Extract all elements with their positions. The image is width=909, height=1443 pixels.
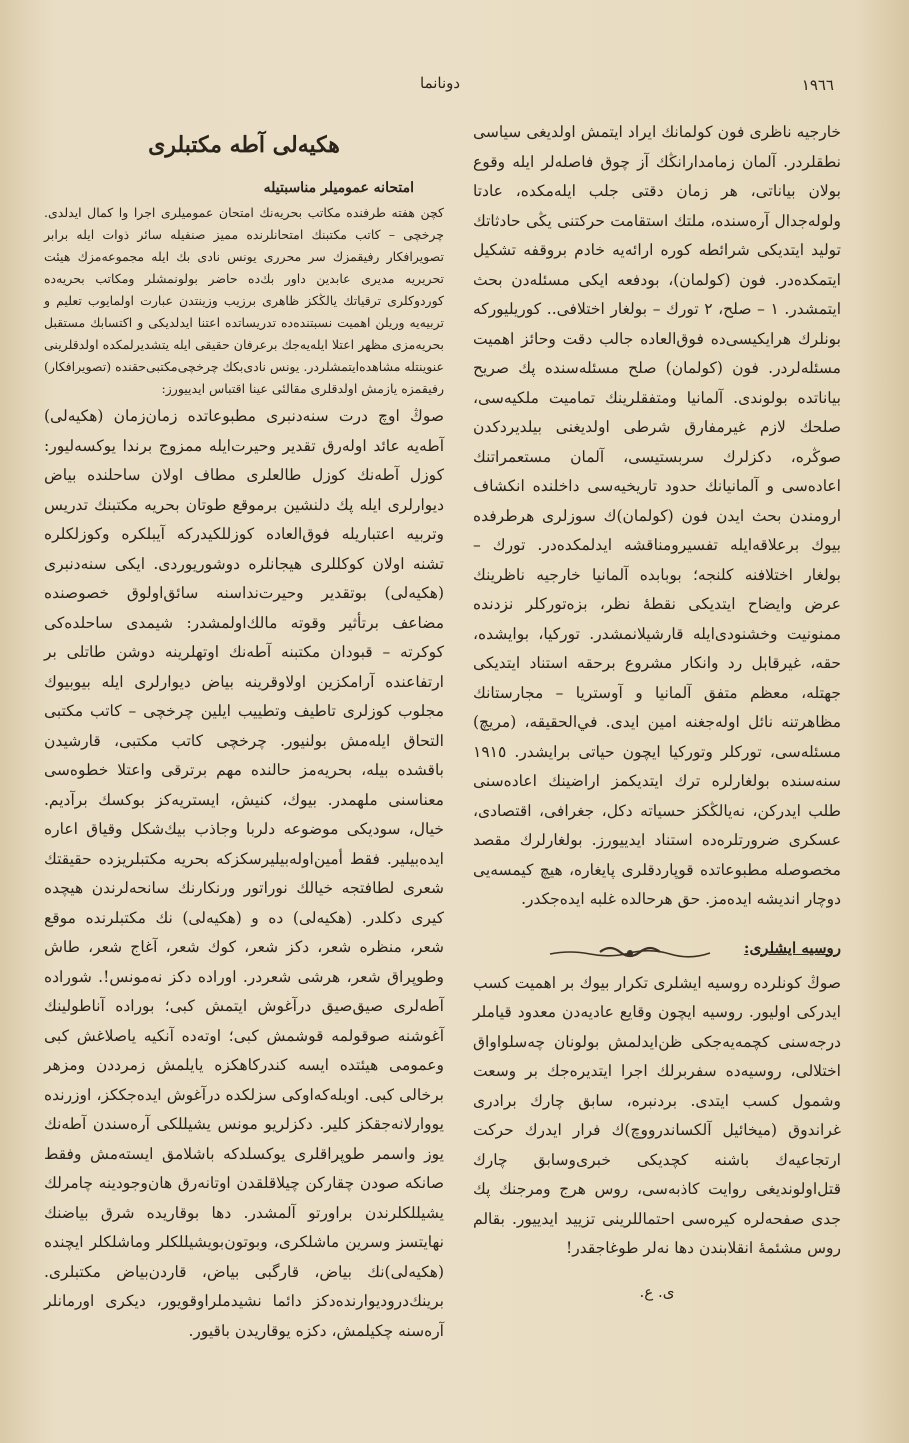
- ornament-divider: [530, 938, 730, 968]
- section-heading-russia: روسیه ایشلری:: [743, 938, 841, 957]
- page-number: ١٩٦٦: [801, 76, 834, 94]
- article-body: صوڭ اوچ درت سنه‌دنبری مطبوعاتده زمان‌زمان (هكیه‌لی) آطه‌یه عائد اوله‌رق تقدیر وحیرت‌ایله ممزوج برندا یوكسه‌لیور: كوزل آطه‌نك كوزل طالعلری مطاف اولان ساحلنده بیاض دیوارلری ایله پك دلنشین برموقع طوتان بحریه مكتبنك تدریس وتربیه اعتباریله فوق‌العاده كوزللكیدركه آیبلكره وكوزلكلره تشنه اولان كوكللری هیجانلره دوشوریوردی. ایكی سنه‌دنبری (هكیه‌لی) بوتقدیر وحیرت‌نداسنه سائق‌اولوق خصوصنده مضاعف برتأثیر وقوته مالك‌اولمشدر: شیمدی ساحلده‌كی كوكرته – قبودان مكتبنه آطه‌نك اوتهلرینه دوشن طاتلی بر ارتفاعنده آرامكزین اولاوقرینه بیاض دیوارلری ایله بیوبیوك مجلوب كوزلری تاطیف وتطییب ایلین چرخچی – كاتب مكتبی التحاق ایله‌مش بولنیور. چرخچی كاتب مكتبی، قارشیدن باقشده بیله، بحریه‌مز حالنده مهم برترقی واعتلا خطوه‌سی معناسنی ملهمدر. بیوك، كنیش، ایستریه‌كز بوكسك برآدیم. خیال، سودیكی موضوعه دلربا وجاذب بیك‌شكل وقیاق اعاره ایده‌بیلیر. فقط أمین‌اوله‌بیلیرسكزكه بحریه مكتبلریزده حقیقتك شعری لطافتجه خیالك نوراتور ورنكارنك سانحه‌لرندن هیچده كیری دكلدر. (هكیه‌لی) ده و (هكیه‌لی) نك مكتبلرنده موقع شعر، منظره شعر، دكز شعر، كوك شعر، آغاج شعر، طاش وطوپراق شعر، هرشی شعردر. اوراده دكز نه‌مونس!. شوراده آطه‌لری صیق‌صیق درآغوش ایتمش كبی؛ بوراده آناطولینك آغوشنه صوقولمه قوشمش كبی؛ اوتەدە آنكیه یاصلاغش كبی وعمومی هیئتده ایسه كندركاهكزه یایلمش زمرددن ومزهر برخالی كبی. اوبله‌كه‌اوكی سزلكده درآغوش ایده‌جككز، اوزرنده یووارلانه‌جقكز كلیر. دكزلریو مونس یشیللكی آره‌سندن آطه‌نك یوز واسمر طوپراقلری یوكسلدكه باشلامق ایسته‌مش وفقط صانكه صودن چقاركن چیلاقلقدن اوتانه‌رق هان‌وجودینه چامرلك یشیللكلرندن براورتو آلمشدر. دها بوقاریده شرق بیاضنك نهایتسز وسرین ماشلكری، وبوتون‌بویشیللكلر وماشلكلر ایچنده (هكیه‌لی)نك بیاض، قارگبی بیاض، قاردن‌بیاض مكتبلری. برینك‌درودیوارنده‌دكز دائما نشیدملراوقویور، دیكری اورمانلر آره‌سنه چكیلمش، دكزه یوقاریدن باقیور.: [44, 407, 444, 1340]
- article-intro: كچن هفته طرفنده مكاتب بحریه‌نك امتحان عمومیلری اجرا وا كمال ایدلدی. چرخچی – كاتب مكتبنك امتحانلرنده ممیز صنفیله سائر ذوات ایله برابر تصویرافكار رفیقمزك سر محرری یونس نادی بك ایله مجموعه‌مزك هیئت تحریریه مدیری عابدین داور بك‌ده حاضر بولونمشلر ومكاتب بحریه‌ده كوردوكلری ترقیاتك یالڭكز ظاهری برزیب وزینتدن عبارت اولمایوب تعلیم و تربیه‌یه وریلن اهمیت نسبتنده‌ده تدریساتده اعتنا ایدلدیكی و اكتسابك مستقبل بحریه‌مزی مظهر اعتلا ایله‌یه‌جك برعرفان حقیقی ایله یتشدیرلمكده اولدقلرینی عنوینتله مشاهده‌ایتمشلردر. یونس نادی‌بكك چرخچی‌مكتبی‌حقنده (تصویرافكار) رفیقمزه یازمش اولدقلری مقالئی عینا اقتباس ایدییورز:: [44, 205, 444, 396]
- page-header: [0, 70, 909, 100]
- running-title: دونانما: [420, 74, 461, 92]
- politics-paragraph: خارجیه ناظری فون کولمانك ایراد ایتمش اولدیغی سیاسی نطقلردر. آلمان زمامدارانڭك آز چوق فاصله‌لر ایله وقوع بولان بیاناتی، هر زمان دقتی جلب ایله‌مكده، عادتا ولوله‌جدال آره‌سنده، ملتك استقامت حركتنی یڭی حادثاتك تولید ایتدیكی شرائطه كوره ارائه‌یه خادم بروقفه تشكیل ایتمكده‌در. فون (كولمان)، بودفعه ایكی مسئله‌دن بحث ایتمشدر. ١ – صلح، ٢ تورك – بولغار اختلافی.. كوریلیوركه بونلرك هرایكیسی‌ده فوق‌العاده جالب دقت وحائز اهمیت مسئله‌لردر. فون (كولمان) صلح مسئله‌سنده پك صریح بیاناتده بولوندی. آلمانیا ومتفقلرینك تمامیت ملكیه‌سی، صلحك لازم غیرمفارق شرطی اولدیغنی بیلدیردكدن صوڭره، دكزلرك سربستیسی، آلمان مستعمراتنك اعاده‌سی و آلمانیانك حدود تاریخیه‌سی داخلنده انكشاف ارومندن بحث ایدن فون (كولمان)ك سوزلری هرطرفده بیوك برعلاقه‌ایله تفسیرومناقشه ایدلمكده‌در. تورك – بولغار اختلافنه كلنجه؛ بوبابده آلمانیا خارجیه ناظرینك عرض وایضاح ایتدیكی نقطهٔ نظر، بزه‌توركلر نزدنده ممنونیت وخشنودی‌ایله قارشیلانمشدر. توركیا، بوایشده، حقه، غیرقابل رد وانكار مشروع برحقه استناد ایتدیكی جهتله، معظم متفق آلمانیا و آوستریا – مجارستانك مظاهرتنه نائل اوله‌جغنه امین ایدی. في‌الحقیقه، (مریچ) مسئله‌سی، توركلر وتوركیا ایچون حیاتی برایشدر. ١٩١٥ سنه‌سنده بولغارلره ترك ایتدیكمز اراضینك اعاده‌سنی طلب ایدركن، نه‌یالڭكز حسیاته دكل، جغرافی، اقتصادی، عسكری ضرورتلره‌ده استناد ایدییورز. بولغارلرك مقصد مخصوصله مطبوعاتده قوپاردقلری پایغاره، هیچ كیمسه‌یی دوچار اندیشه ایده‌مز. حق هرحالده غلبه ایده‌جكدر.: [473, 123, 842, 908]
- author-signature: ی. ع.: [639, 1282, 675, 1301]
- left-column: [44, 120, 444, 1346]
- article-dedication: امتحانه عمومیلر مناسبتیله: [263, 180, 414, 196]
- russia-paragraph: صوڭ كونلرده روسیه ایشلری تكرار بیوك بر اهمیت كسب ایدركی اولیور. روسیه ایچون وقایع عادیه‌دن معدود قیاملر درجه‌سنی كچمه‌یه‌جكی ظن‌ایدلمش بولونان چه‌سلواواق اختلالی، روسیه‌ده سفربرلك اجرا ایتدیره‌جك بر وسعت وشمول كسب ایتدی. بردنبره، سابق چارك برادری غراندوق (میخائیل آلكساندرووچ)ك فرار ایدرك حركت ارتجاعیه‌ك باشنه كچدیكی خبری‌وسابق چارك قتل‌اولوندیغی روایت كاذبه‌سی، روس هرج ومرجنك پك جدی صفحه‌لره كیره‌سی احتماللرینی تزیید ایدییور. بقالم روس مشئمهٔ انقلابندن دها نه‌لر طوغاجقدر!: [473, 973, 841, 1257]
- article-title: هكیه‌لی آطه مكتبلری: [148, 132, 340, 158]
- right-column: [473, 118, 841, 1307]
